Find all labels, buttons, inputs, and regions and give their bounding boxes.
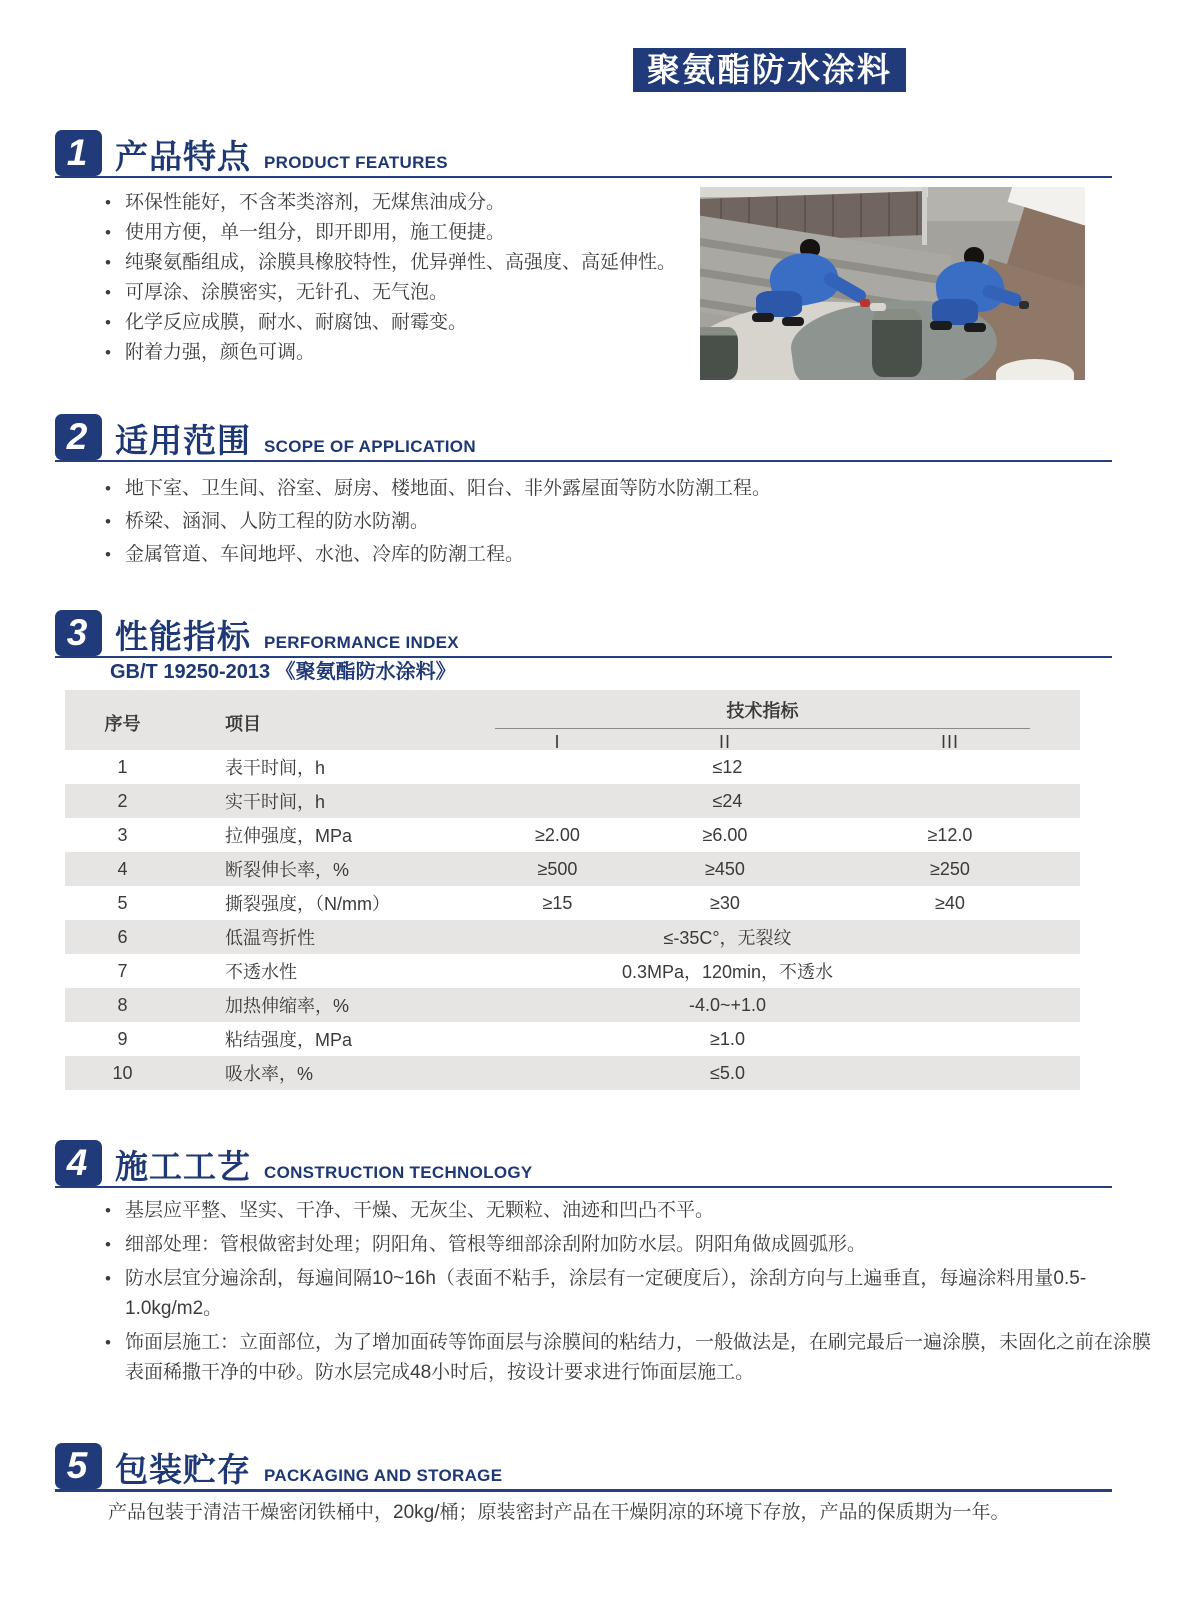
worker-glove [860, 299, 870, 307]
column-header-item: 项目 [225, 713, 261, 734]
list-item: • 地下室、卫生间、浴室、厨房、楼地面、阳台、非外露屋面等防水防潮工程。 [103, 472, 1053, 505]
table-row [65, 920, 1080, 954]
row-index: 10 [112, 1062, 133, 1083]
grade-1-header: I [554, 731, 561, 752]
packaging-storage-paragraph: 产品包装于清洁干燥密闭铁桶中，20kg/桶；原装密封产品在干燥阴凉的环境下存放，产品的保质期为一年。 [108, 1502, 1010, 1523]
list-item: • 基层应平整、坚实、干净、干燥、无灰尘、无颗粒、油迹和凹凸不平。 [103, 1196, 1151, 1226]
photo-pole [922, 187, 927, 245]
table-row [65, 750, 1080, 784]
grade-3-header: III [940, 731, 959, 752]
row-item: 断裂伸长率，% [225, 860, 350, 880]
row-value-grade3: ≥40 [935, 892, 965, 913]
section-4-title-zh: 施工工艺 [115, 1148, 251, 1185]
row-index: 7 [117, 960, 128, 981]
worker-shoe [752, 313, 774, 322]
list-item: • 附着力强，颜色可调。 [103, 338, 703, 368]
product-features-list [103, 188, 703, 368]
row-item: 粘结强度，MPa [225, 1030, 353, 1050]
section-5-title-en: PACKAGING AND STORAGE [264, 1466, 503, 1485]
row-value-grade1: ≥2.00 [535, 824, 580, 845]
section-4-title-en: CONSTRUCTION TECHNOLOGY [264, 1163, 533, 1182]
row-value-grade3: ≥12.0 [927, 824, 973, 845]
list-item: • 纯聚氨酯组成，涂膜具橡胶特性，优异弹性、高强度、高延伸性。 [103, 248, 703, 278]
list-item: • 金属管道、车间地坪、水池、冷库的防潮工程。 [103, 538, 1053, 571]
table-row [65, 988, 1080, 1022]
row-index: 2 [117, 790, 128, 811]
section-2-title-zh: 适用范围 [115, 422, 251, 459]
list-item: • 化学反应成膜，耐水、耐腐蚀、耐霉变。 [103, 308, 703, 338]
row-index: 1 [117, 756, 128, 777]
worker-brush [870, 303, 886, 311]
section-5-header [55, 1441, 1112, 1492]
row-value: -4.0~+1.0 [688, 994, 767, 1015]
product-photo [700, 187, 1085, 380]
column-header-tech: 技术指标 [495, 690, 1030, 729]
list-item: • 饰面层施工：立面部位，为了增加面砖等饰面层与涂膜间的粘结力，一般做法是，在刷完最后一遍涂膜，未固化之前在涂膜表面稀撒干净的中砂。防水层完成48小时后，按设计要求进行饰面层施工。 [103, 1328, 1151, 1388]
row-index: 5 [117, 892, 128, 913]
row-value-grade2: ≥450 [705, 858, 745, 879]
section-5-title-zh: 包装贮存 [115, 1451, 251, 1488]
section-3-number-badge: 3 [55, 610, 102, 656]
section-3-title-zh: 性能指标 [115, 618, 251, 655]
section-3-header [55, 608, 1112, 658]
list-item: • 环保性能好，不含苯类溶剂，无煤焦油成分。 [103, 188, 703, 218]
row-item: 撕裂强度，（N/mm） [225, 894, 390, 914]
list-item: • 使用方便，单一组分，即开即用，施工便捷。 [103, 218, 703, 248]
table-row [65, 1056, 1080, 1090]
worker-shoe [782, 317, 804, 326]
section-1-title-zh: 产品特点 [115, 138, 251, 175]
table-row [65, 954, 1080, 988]
section-4-number-badge: 4 [55, 1140, 102, 1186]
worker-right [924, 247, 1074, 357]
section-2-title-en: SCOPE OF APPLICATION [264, 437, 476, 456]
worker-glove [1019, 301, 1029, 309]
worker-shoe [930, 321, 952, 330]
grade-2-header: II [718, 731, 731, 752]
row-index: 9 [117, 1028, 128, 1049]
row-value: ≤-35C°，无裂纹 [663, 928, 792, 948]
row-value-grade2: ≥30 [710, 892, 740, 913]
row-value-grade3: ≥250 [930, 858, 970, 879]
photo-barrel [700, 327, 738, 380]
row-value: ≤5.0 [710, 1062, 745, 1083]
table-header [65, 690, 1080, 750]
section-4-header [55, 1138, 1112, 1188]
row-item: 拉伸强度，MPa [225, 826, 353, 846]
list-item: • 可厚涂、涂膜密实，无针孔、无气泡。 [103, 278, 703, 308]
table-row [65, 1022, 1080, 1056]
worker-left [752, 239, 902, 349]
list-item: • 防水层宜分遍涂刮，每遍间隔10~16h（表面不粘手，涂层有一定硬度后），涂刮方向与上遍垂直，每遍涂料用量0.5-1.0kg/m2。 [103, 1264, 1151, 1324]
row-index: 8 [117, 994, 128, 1015]
row-index: 4 [117, 858, 128, 879]
section-3-title-en: PERFORMANCE INDEX [264, 633, 459, 652]
column-header-index: 序号 [104, 713, 141, 734]
scope-of-application-list [103, 472, 1053, 571]
row-item: 实干时间，h [225, 792, 326, 812]
worker-shoe [964, 323, 986, 332]
list-item: • 细部处理：管根做密封处理；阴阳角、管根等细部涂刮附加防水层。阴阳角做成圆弧形。 [103, 1230, 1151, 1260]
section-5-number-badge: 5 [55, 1443, 102, 1489]
row-index: 6 [117, 926, 128, 947]
section-1-number-badge: 1 [55, 130, 102, 176]
standard-reference: GB/T 19250-2013 《聚氨酯防水涂料》 [110, 661, 456, 683]
row-value: ≥1.0 [710, 1028, 745, 1049]
row-value-grade2: ≥6.00 [702, 824, 748, 845]
section-1-title-en: PRODUCT FEATURES [264, 153, 448, 172]
section-1-header [55, 128, 1112, 178]
table-row [65, 818, 1080, 852]
row-item: 加热伸缩率，% [225, 996, 350, 1016]
section-2-header [55, 412, 1112, 462]
row-item: 不透水性 [225, 962, 297, 982]
row-value: ≤24 [712, 790, 743, 811]
table-row [65, 784, 1080, 818]
construction-technology-list [103, 1196, 1151, 1392]
list-item: • 桥梁、涵洞、人防工程的防水防潮。 [103, 505, 1053, 538]
performance-index-table [65, 690, 1080, 1090]
row-index: 3 [117, 824, 128, 845]
row-value: ≤12 [712, 756, 743, 777]
row-item: 低温弯折性 [225, 928, 315, 948]
row-value-grade1: ≥15 [542, 892, 573, 913]
row-item: 吸水率，% [225, 1064, 314, 1084]
row-value: 0.3MPa，120min，不透水 [621, 962, 834, 982]
product-title-banner: 聚氨酯防水涂料 [633, 48, 906, 92]
row-item: 表干时间，h [225, 758, 326, 778]
grade-subheaders [485, 729, 1080, 755]
section-2-number-badge: 2 [55, 414, 102, 460]
table-row [65, 886, 1080, 920]
table-row [65, 852, 1080, 886]
row-value-grade1: ≥500 [537, 858, 578, 879]
column-header-tech-group [485, 690, 1080, 755]
